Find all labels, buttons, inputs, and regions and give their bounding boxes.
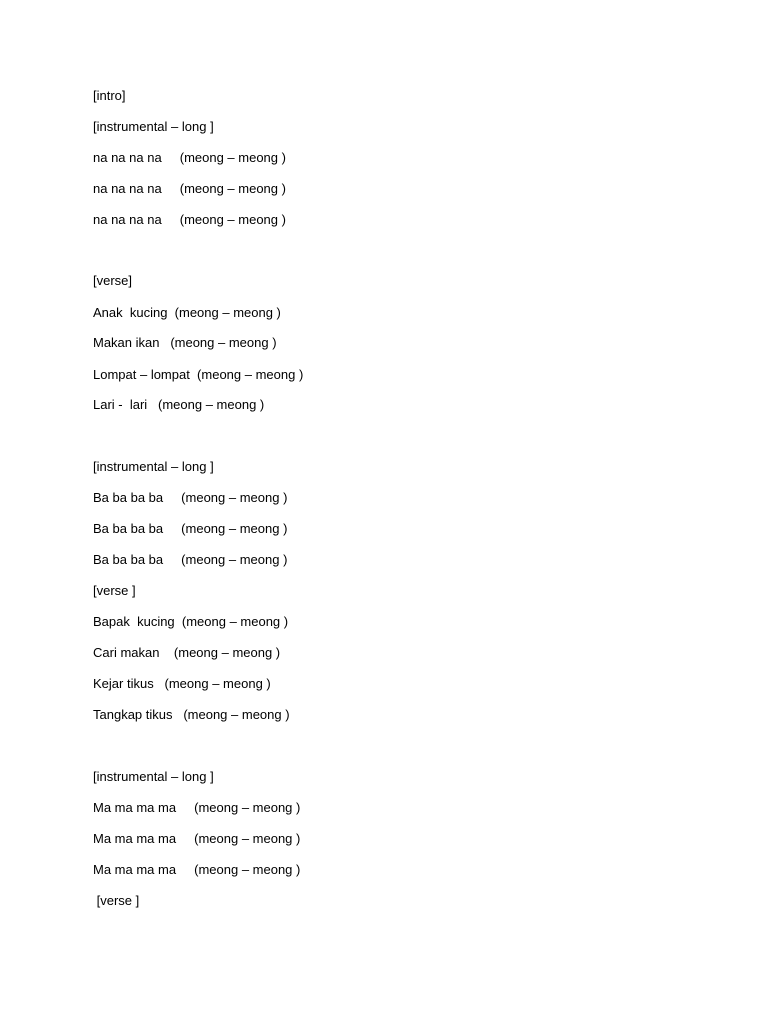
lyric-line: Cari makan (meong – meong ) (93, 645, 281, 660)
section-heading-instrumental: [instrumental – long ] (93, 119, 214, 134)
lyric-line: Bapak kucing (meong – meong ) (93, 614, 289, 629)
lyric-line: Ma ma ma ma (meong – meong ) (93, 800, 301, 815)
lyric-line: Ma ma ma ma (meong – meong ) (93, 862, 301, 877)
lyric-line: na na na na (meong – meong ) (93, 150, 286, 165)
lyric-line: Lari - lari (meong – meong ) (93, 397, 265, 412)
lyric-line: Ma ma ma ma (meong – meong ) (93, 831, 301, 846)
lyric-line: Ba ba ba ba (meong – meong ) (93, 490, 288, 505)
section-heading-intro: [intro] (93, 88, 126, 103)
section-heading-verse: [verse ] (93, 893, 140, 908)
section-heading-instrumental: [instrumental – long ] (93, 769, 214, 784)
lyric-line: Ba ba ba ba (meong – meong ) (93, 552, 288, 567)
lyric-line: Makan ikan (meong – meong ) (93, 335, 277, 350)
lyric-line: na na na na (meong – meong ) (93, 212, 286, 227)
lyric-line: Tangkap tikus (meong – meong ) (93, 707, 290, 722)
lyric-line: na na na na (meong – meong ) (93, 181, 286, 196)
section-heading-verse: [verse] (93, 273, 133, 288)
lyric-line: Anak kucing (meong – meong ) (93, 305, 281, 320)
lyric-line: Lompat – lompat (meong – meong ) (93, 367, 304, 382)
lyric-line: Ba ba ba ba (meong – meong ) (93, 521, 288, 536)
lyric-line: Kejar tikus (meong – meong ) (93, 676, 271, 691)
section-heading-verse: [verse ] (93, 583, 136, 598)
section-heading-instrumental: [instrumental – long ] (93, 459, 214, 474)
